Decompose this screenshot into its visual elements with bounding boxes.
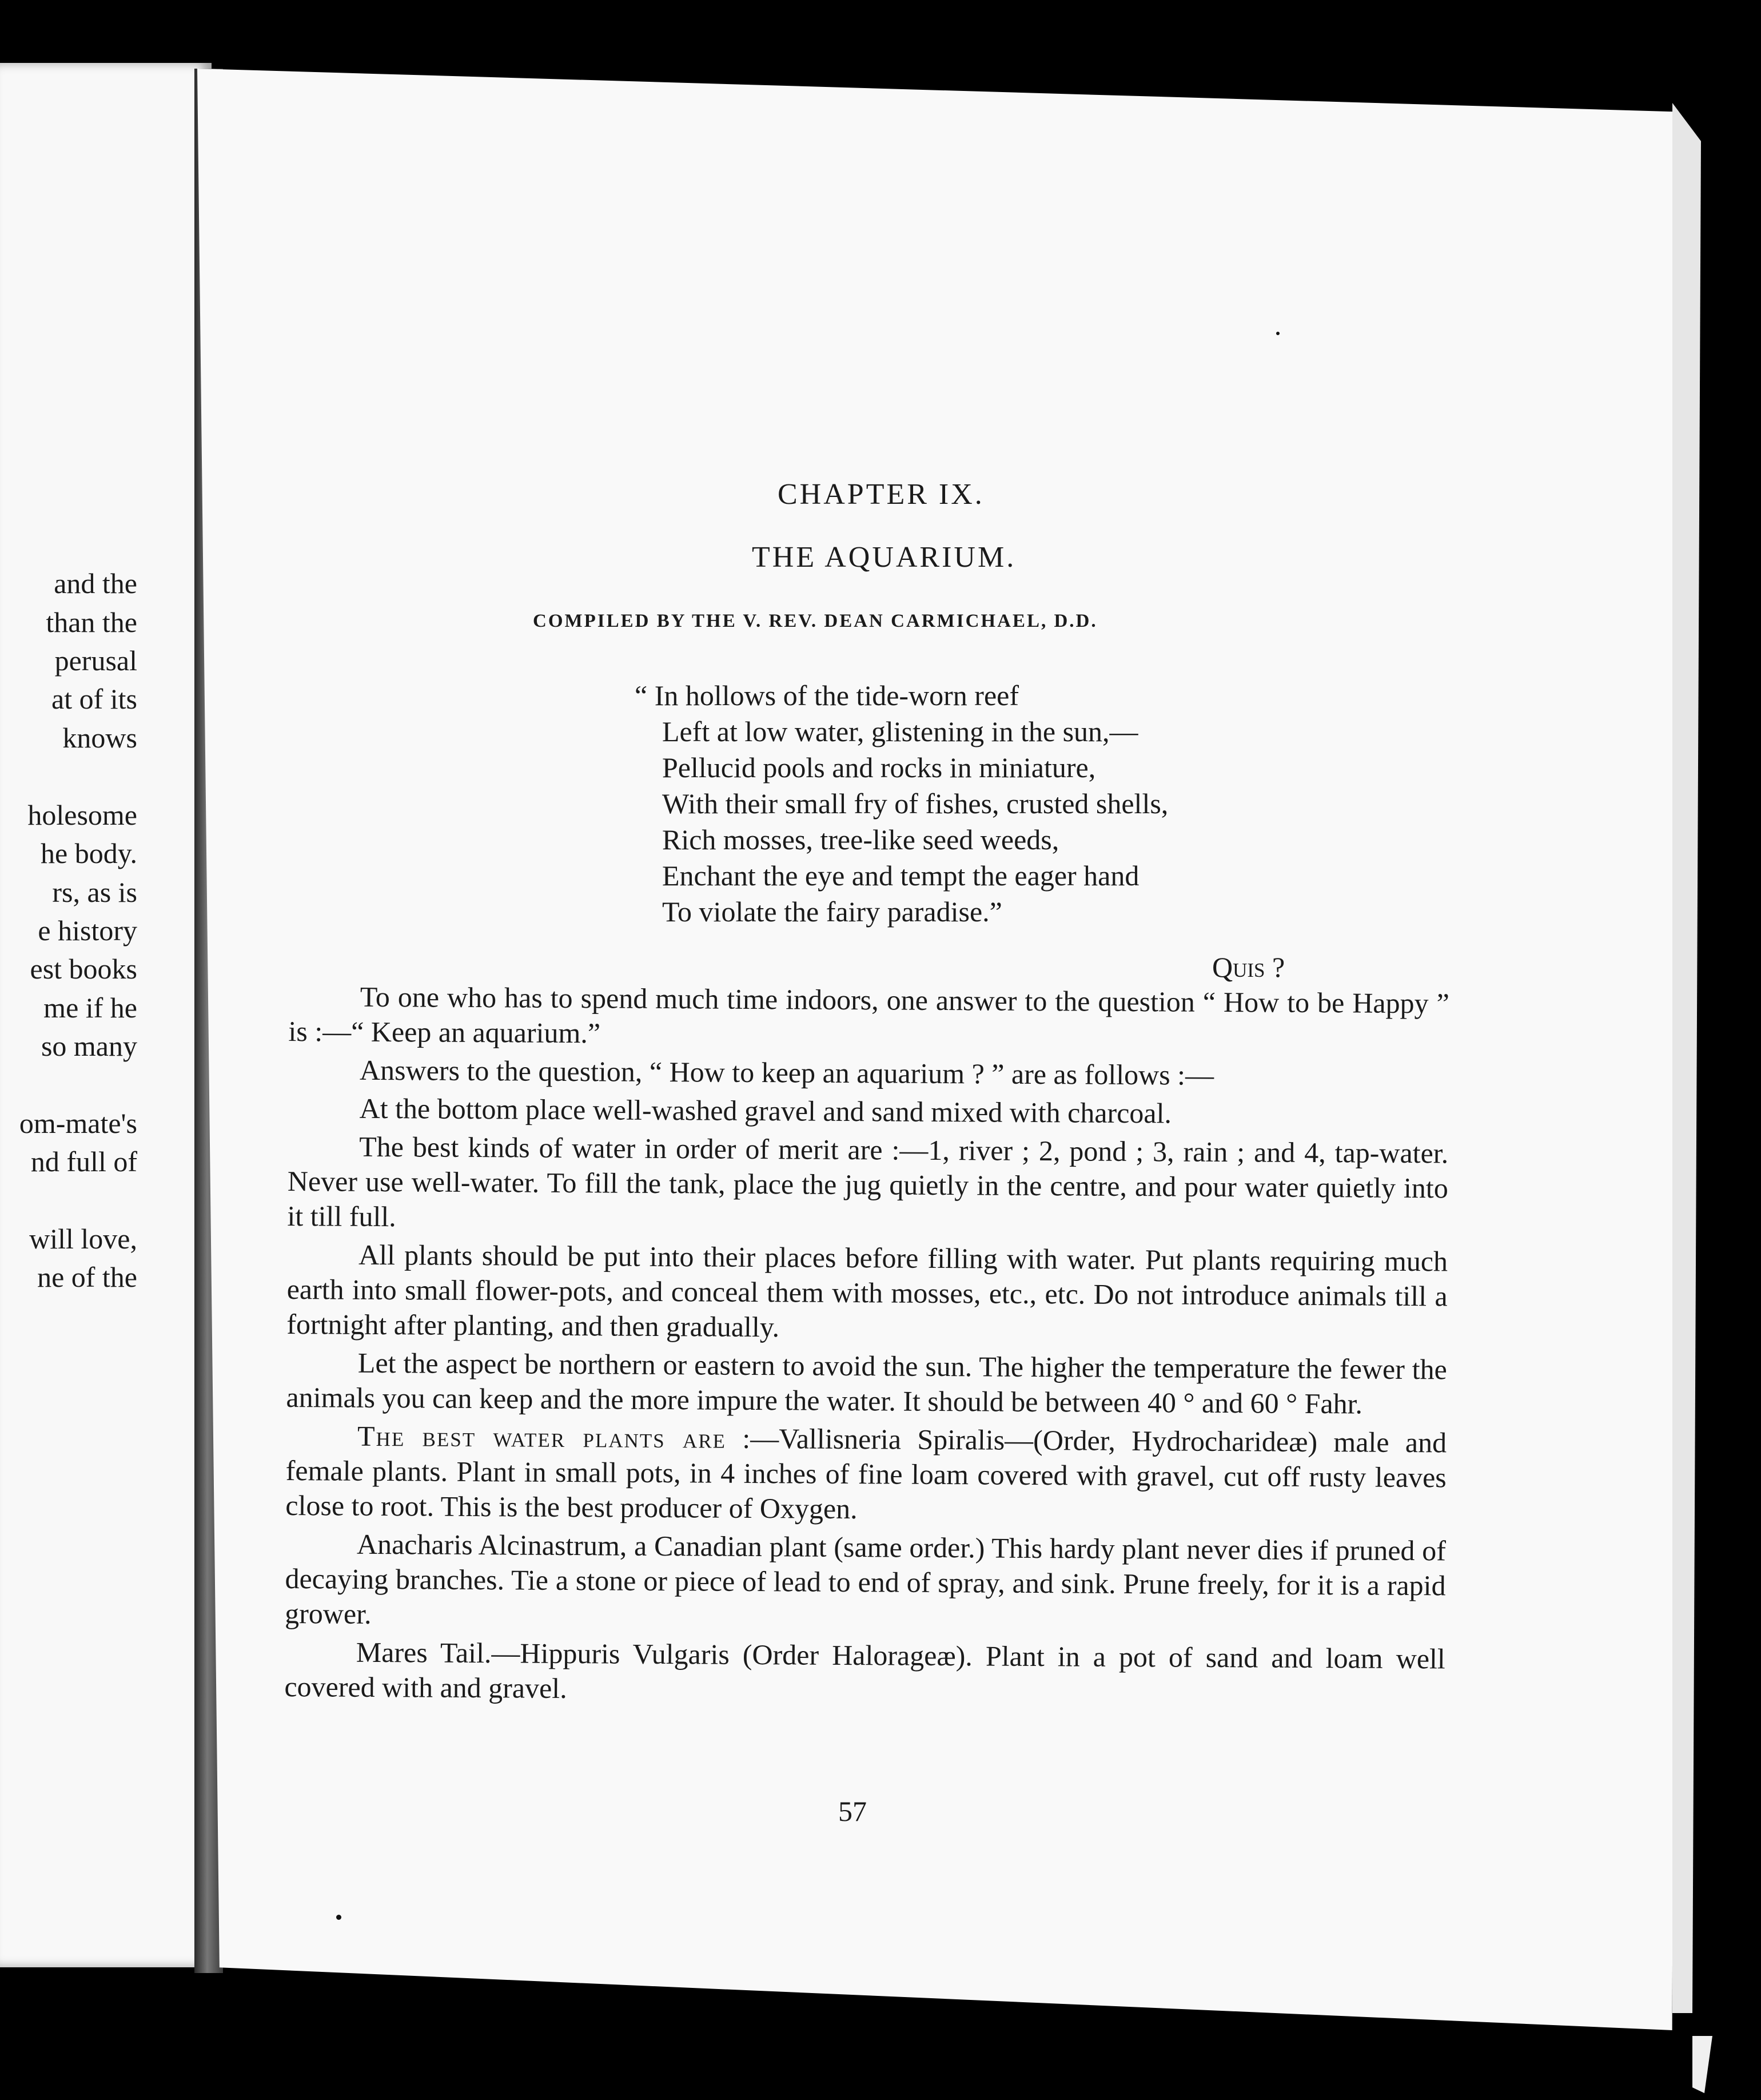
poem-line: “ In hollows of the tide-worn reef bbox=[635, 679, 1019, 711]
paragraph: Let the aspect be northern or eastern to avoid the sun. The higher the temperature the fewer the animals you can keep and the more impure the water. It should be between 40 ° and 60 ° Fahr. bbox=[286, 1346, 1448, 1420]
paragraph-text: :—Vallisneria Spiralis—(Order, Hydrocharideæ) male and female plants. Plant in small pots, in 4 inches of fine loam covered with gravel, cut off rusty leaves close to root. This is the best producer of Oxygen. bbox=[285, 1422, 1447, 1525]
paragraph: At the bottom place well-washed gravel and sand mixed with charcoal. bbox=[359, 1092, 1172, 1129]
facing-page-line: at of its bbox=[51, 683, 137, 715]
poem-line: Left at low water, glistening in the sun,— bbox=[662, 715, 1138, 747]
paragraph: Mares Tail.—Hippuris Vulgaris (Order Halorageæ). Plant in a pot of sand and loam well covered with and gravel. bbox=[284, 1636, 1445, 1704]
poem-line: To violate the fairy paradise.” bbox=[662, 896, 1002, 928]
facing-page-line: me if he bbox=[43, 992, 137, 1024]
facing-page-line: will love, bbox=[29, 1223, 137, 1255]
facing-page-line: om-mate's bbox=[19, 1107, 137, 1139]
page-edge bbox=[1672, 103, 1701, 2013]
poem-line: Enchant the eye and tempt the eager hand bbox=[662, 860, 1140, 892]
facing-page-line: perusal bbox=[54, 645, 137, 677]
facing-page-line: est books bbox=[30, 953, 137, 985]
poem-line: Pellucid pools and rocks in miniature, bbox=[662, 751, 1096, 783]
paragraph bbox=[285, 1418, 1447, 1530]
chapter-title: THE AQUARIUM. bbox=[752, 541, 1017, 574]
facing-page-line: knows bbox=[62, 722, 137, 754]
facing-page-line: than the bbox=[46, 606, 137, 638]
speck bbox=[336, 1915, 341, 1920]
facing-page-line: holesome bbox=[27, 799, 137, 831]
facing-page-line: and the bbox=[54, 567, 137, 599]
body-text bbox=[284, 979, 1449, 1715]
compiler-credit: COMPILED BY THE V. REV. DEAN CARMICHAEL, D.D. bbox=[533, 611, 1098, 631]
paragraph: To one who has to spend much time indoors, one answer to the question “ How to be Happy ” is :—“ Keep an aquarium.” bbox=[288, 980, 1449, 1049]
poem-line: Rich mosses, tree-like seed weeds, bbox=[662, 824, 1059, 856]
poem-line: With their small fry of fishes, crusted shells, bbox=[662, 788, 1169, 820]
epigraph-poem bbox=[635, 678, 1168, 930]
speck bbox=[1276, 332, 1280, 335]
facing-page-line: rs, as is bbox=[52, 876, 137, 908]
page-number: 57 bbox=[838, 1795, 867, 1827]
run-in-heading: The best water plants are bbox=[357, 1419, 727, 1454]
chapter-heading: CHAPTER IX. bbox=[778, 478, 985, 511]
facing-page-line: ne of the bbox=[37, 1261, 137, 1293]
facing-page bbox=[0, 63, 212, 1967]
paragraph: Anacharis Alcinastrum, a Canadian plant (same order.) This hardy plant never dies if pruned of decaying branches. Tie a stone or piece of lead to end of spray, and sink. Prune freely, for it is a rapid grower. bbox=[285, 1528, 1447, 1630]
paragraph: The best kinds of water in order of merit are :—1, river ; 2, pond ; 3, rain ; and 4, tap-water. Never use well-water. To fill the tank, place the jug quietly in the centre, and pour water quietly into it till full. bbox=[287, 1130, 1449, 1233]
facing-page-line: nd full of bbox=[30, 1146, 137, 1178]
paragraph: Answers to the question, “ How to keep an aquarium ? ” are as follows :— bbox=[359, 1053, 1214, 1091]
facing-page-line: so many bbox=[41, 1030, 137, 1062]
paragraph: All plants should be put into their places before filling with water. Put plants requiring much earth into small flower-pots, and conceal them with mosses, etc., etc. Do not introduce animals till a fortnight after planting, and then gradually. bbox=[286, 1238, 1448, 1343]
facing-page-line: he body. bbox=[41, 837, 137, 869]
page-corner bbox=[1692, 2036, 1712, 2093]
poem-attribution: Quis ? bbox=[1212, 951, 1285, 983]
facing-page-line: e history bbox=[38, 914, 137, 946]
